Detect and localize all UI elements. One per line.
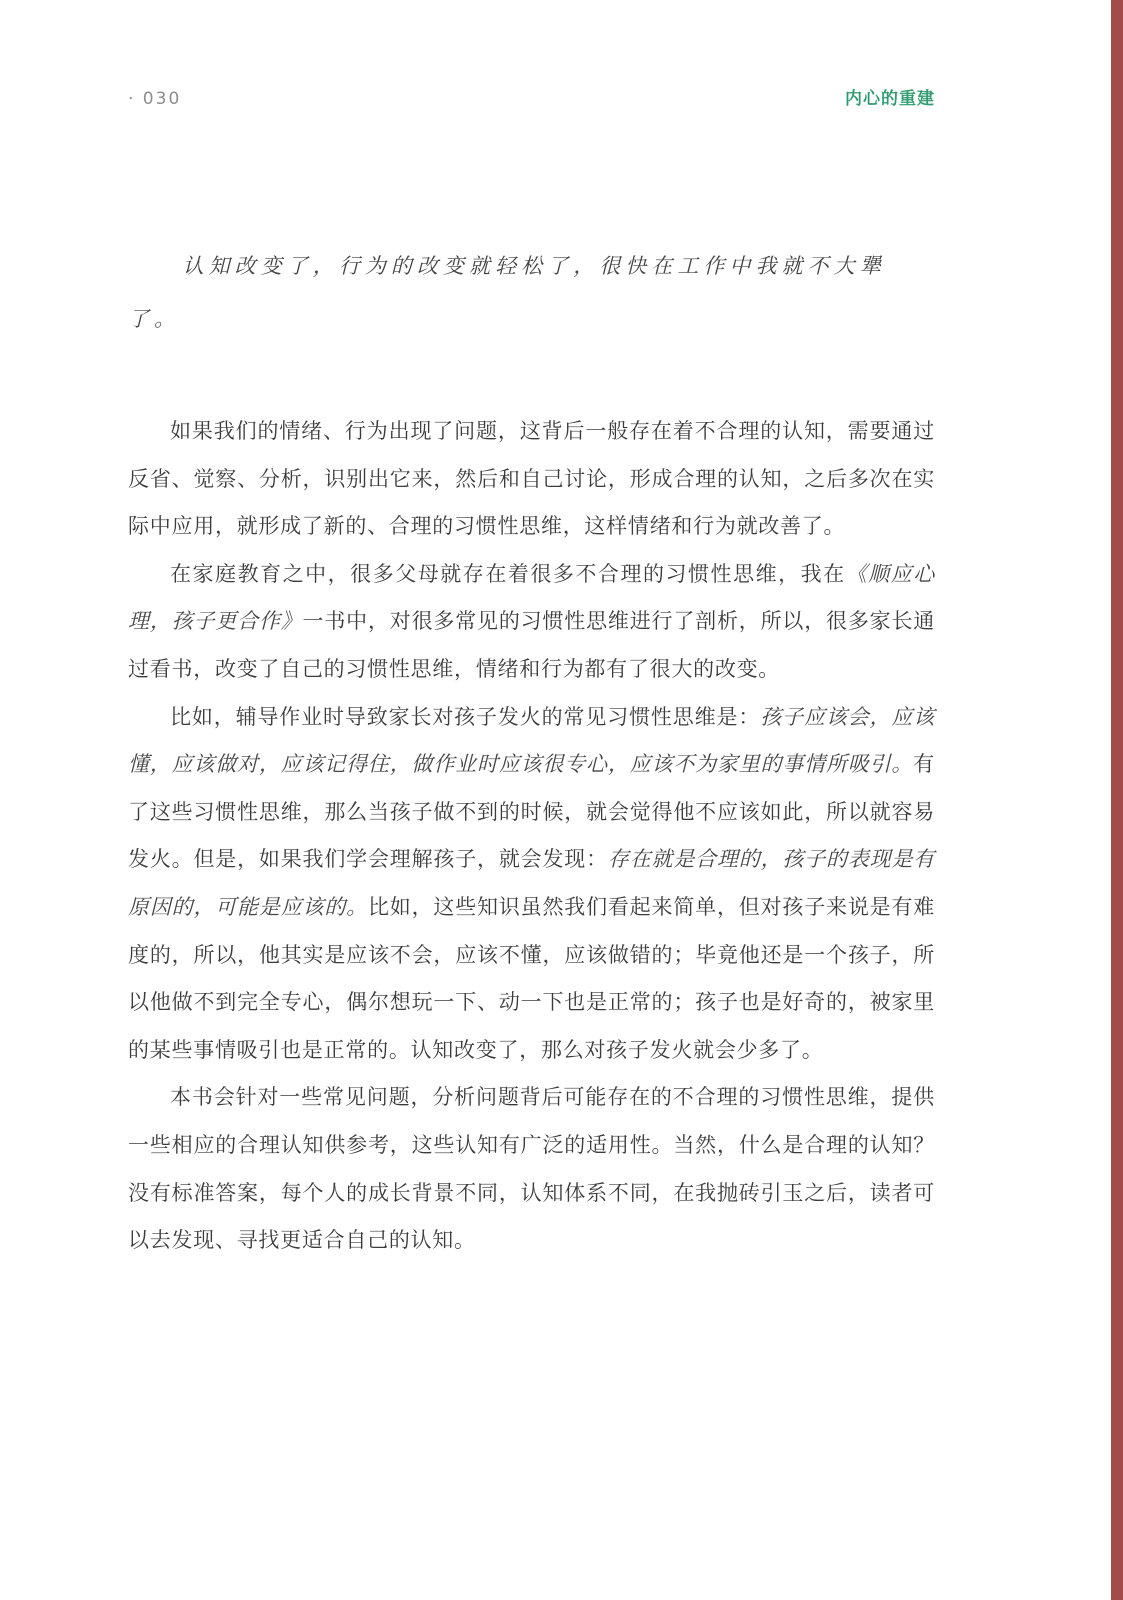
quote-paragraph: 认知改变了，行为的改变就轻松了，很快在工作中我就不大犟了。 — [128, 254, 886, 331]
page-content — [128, 240, 935, 1265]
text-run: 本书会针对一些常见问题，分析问题背后可能存在的不合理的习惯性思维，提供一些相应的合理认知供参考，这些认知有广泛的适用性。当然，什么是合理的认知？没有标准答案，每个人的成长背景不同，认知体系不同，在我抛砖引玉之后，读者可以去发现、寻找更适合自己的认知。 — [128, 1085, 935, 1253]
body-paragraph — [128, 694, 935, 1075]
page-header — [128, 84, 935, 109]
text-run: 在家庭教育之中，很多父母就存在着很多不合理的习惯性思维，我在 — [170, 561, 846, 586]
kai-emphasis-run: 孩子应该会，应该懂，应该做对，应该记得住，做作业时应该很专心，应该不为家里的事情所吸引。 — [128, 704, 935, 777]
body-paragraph — [128, 1074, 935, 1264]
text-run: 一书中，对很多常见的习惯性思维进行了剖析，所以，很多家长通过看书，改变了自己的习惯性思维，情绪和行为都有了很大的改变。 — [128, 609, 936, 681]
body-paragraph — [128, 408, 935, 551]
text-run: 有了这些习惯性思维，那么当孩子做不到的时候，就会觉得他不应该如此，所以就容易发火。但是，如果我们学会理解孩子，就会发现： — [128, 752, 935, 872]
body-paragraph — [128, 551, 935, 694]
body-paragraphs — [128, 408, 935, 1265]
page-number: · 030 — [128, 89, 182, 109]
page-edge-stripe — [1111, 0, 1123, 1600]
text-run: 比如，辅导作业时导致家长对孩子发火的常见习惯性思维是： — [170, 704, 761, 729]
text-run: 如果我们的情绪、行为出现了问题，这背后一般存在着不合理的认知，需要通过反省、觉察、分析，识别出它来，然后和自己讨论，形成合理的认知，之后多次在实际中应用，就形成了新的、合理的习惯性思维，这样情绪和行为就改善了。 — [128, 419, 935, 539]
text-run: 比如，这些知识虽然我们看起来简单，但对孩子来说是有难度的，所以，他其实是应该不会，应该不懂，应该做错的；毕竟他还是一个孩子，所以他做不到完全专心，偶尔想玩一下、动一下也是正常的；孩子也是好奇的，被家里的某些事情吸引也是正常的。认知改变了，那么对孩子发火就会少多了。 — [128, 894, 936, 1062]
kai-emphasis-run: 《顺应心理，孩子更合作》 — [128, 561, 935, 634]
kai-emphasis-run: 存在就是合理的，孩子的表现是有原因的，可能是应该的。 — [128, 847, 936, 919]
book-title: 内心的重建 — [845, 89, 935, 109]
